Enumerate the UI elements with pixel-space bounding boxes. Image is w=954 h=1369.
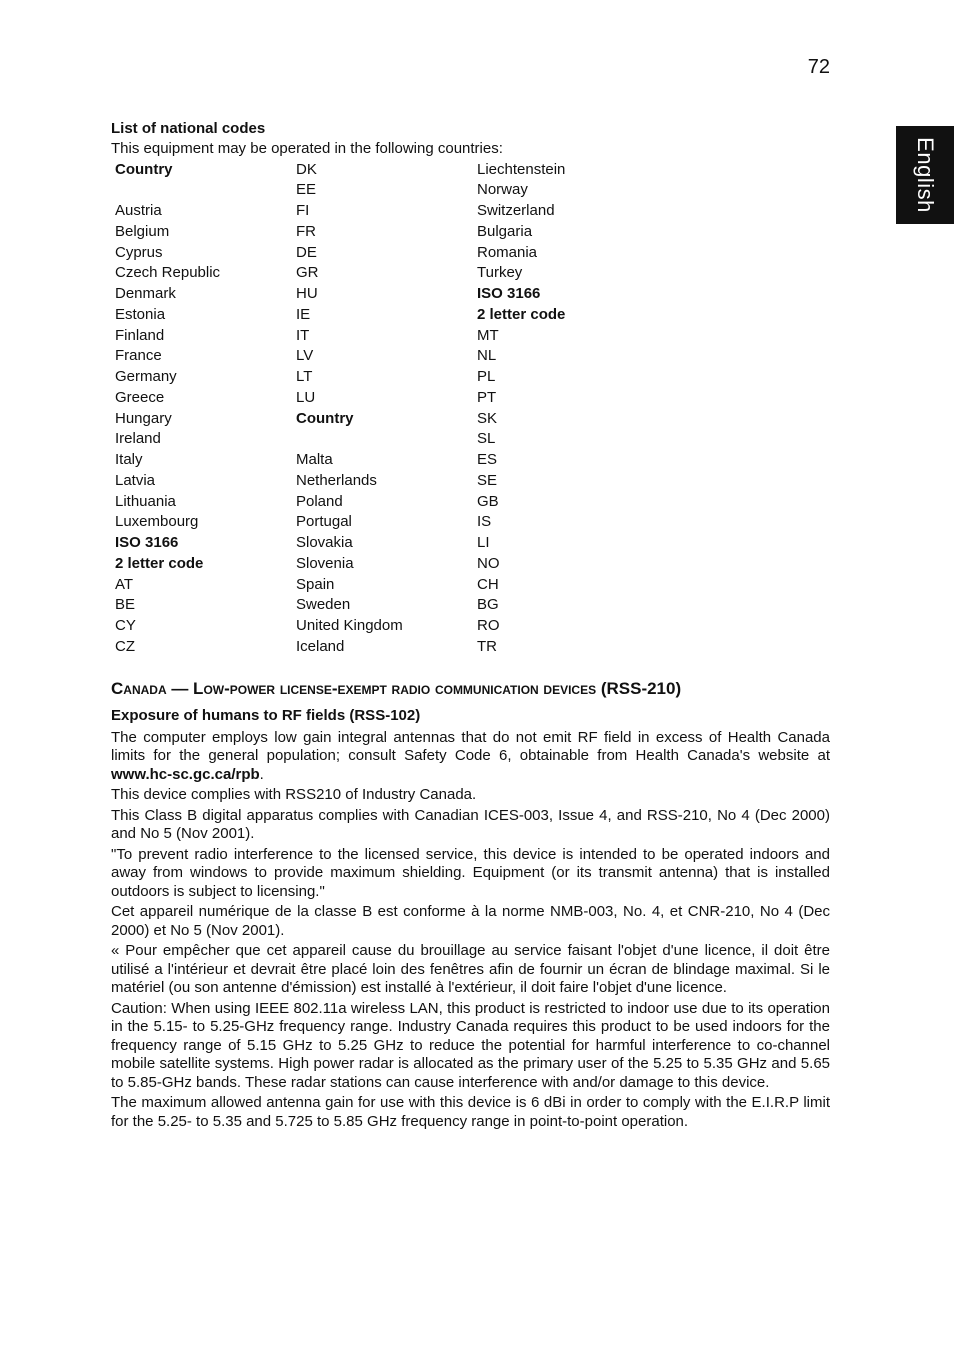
codes-cell: Norway [477,181,528,199]
codes-cell: Estonia [115,305,166,323]
codes-cell: Sweden [296,596,351,614]
codes-cell: PT [477,388,497,406]
paragraph-ices003: This Class B digital apparatus complies with Canadian ICES-003, Issue 4, and RSS-210, No 4 (Dec 2000) and No 5 (Nov 2001). [111,806,830,842]
paragraph-rss210: This device complies with RSS210 of Industry Canada. [111,786,477,803]
codes-cell: IE [296,305,311,323]
codes-cell: RO [477,617,500,634]
codes-cell: 2 letter code [115,554,204,572]
page-number: 72 [807,56,830,78]
codes-cell: TR [477,637,497,655]
codes-cell: Czech Republic [115,264,221,282]
codes-cell: FI [296,202,310,219]
codes-cell: SE [477,471,498,489]
codes-cell: DK [296,160,317,178]
codes-cell: Cyprus [115,243,163,261]
language-tab [896,126,954,224]
codes-cell: Greece [115,388,165,406]
codes-cell: Country [296,409,354,427]
codes-row [111,284,830,305]
codes-cell: LV [296,347,314,365]
codes-row [111,575,830,596]
paragraph-rf-limits-end: . [259,765,264,783]
codes-cell: Turkey [477,264,523,282]
codes-cell: NO [477,554,500,572]
page-content [111,119,830,1133]
national-codes-intro: This equipment may be operated in the following countries: [111,140,503,157]
codes-cell: NL [477,347,497,365]
codes-cell: Malta [296,451,333,468]
codes-row [111,554,830,575]
rf-exposure-heading: Exposure of humans to RF fields (RSS-102) [111,706,421,724]
codes-cell: Latvia [115,471,156,489]
codes-row [111,595,830,616]
codes-cell: Slovenia [296,554,354,572]
codes-cell: SK [477,409,498,427]
codes-row [111,180,830,201]
codes-cell: Lithuania [115,492,176,510]
codes-row [111,616,830,637]
codes-cell: Austria [115,202,162,219]
codes-cell: Hungary [115,409,172,427]
codes-cell: LI [477,534,490,551]
codes-cell: Denmark [115,285,176,302]
paragraph-antenna-gain: The maximum allowed antenna gain for use with this device is 6 dBi in order to comply with the E.I.R.P limit for the 5.25- to 5.35 and 5.725 to 5.85 GHz frequency range in point-to-point operation. [111,1094,830,1130]
codes-cell: Germany [115,368,177,385]
codes-cell: IT [296,326,310,344]
codes-cell: HU [296,285,318,302]
codes-cell: FR [296,222,316,240]
codes-cell: GR [296,264,319,282]
codes-cell: Iceland [296,637,345,655]
codes-cell: MT [477,326,499,344]
codes-row [111,492,830,513]
paragraph-nmb003-fr: Cet appareil numérique de la classe B est conforme à la norme NMB-003, No. 4, et CNR-210, No 4 (Dec 2000) et No 5 (Nov 2001). [111,903,830,939]
codes-row [111,243,830,264]
codes-row [111,305,830,326]
codes-cell: Poland [296,492,343,510]
paragraph-interference-fr: « Pour empêcher que cet appareil cause du brouillage au service faisant l'objet d'une licence, il doit être utilisé a l'intérieur et devrait être placé loin des fenêtres afin de fournir un écran de blindage maximal. Si le matériel (ou son antenne d'émission) est installé à l'extérieur, il doit faire l'objet d'une licence. [111,942,830,996]
codes-cell: GB [477,492,499,510]
codes-row [111,160,830,181]
national-codes-title: List of national codes [111,120,266,137]
codes-row [111,388,830,409]
codes-cell: Luxembourg [115,513,199,531]
codes-row [111,326,830,347]
paragraph-rf-limits-text: The computer employs low gain integral antennas that do not emit RF field in excess of Health Canada limits for the general population; consult Safety Code 6, obtainable from Health Canada's website at [111,728,830,764]
codes-cell: Portugal [296,513,352,531]
codes-cell: Ireland [115,430,161,448]
codes-cell: CY [115,617,136,634]
codes-cell: EE [296,181,317,199]
codes-cell: Switzerland [477,202,555,219]
codes-cell: Country [115,160,173,178]
codes-cell: Belgium [115,222,170,240]
codes-row [111,409,830,430]
national-codes-table [111,160,830,658]
paragraph-caution-80211a: Caution: When using IEEE 802.11a wireless LAN, this product is restricted to indoor use due to its operation in the 5.15- to 5.25-GHz frequency range. Industry Canada requires this product to be used indoors for the frequency range of 5.15 GHz to 5.25 GHz to reduce the potential for harmful interference to co-channel mobile satellite systems. High power radar is allocated as the primary user of the 5.25 to 5.35 GHz and 5.65 to 5.85-GHz bands. These radar stations can cause interference with and/or damage to this device. [111,999,830,1091]
codes-row [111,429,830,450]
codes-cell: Italy [115,451,143,468]
language-tab-label: English [913,137,938,213]
codes-cell: ISO 3166 [477,285,541,302]
paragraph-interference-en: "To prevent radio interference to the licensed service, this device is intended to be operated indoors and away from windows to provide maximum shielding. Equipment (or its transmit antenna) that is installed outdoors is subject to licensing." [111,845,830,900]
codes-cell: CH [477,575,499,593]
codes-cell: BE [115,596,136,614]
codes-cell: Romania [477,243,538,261]
codes-row [111,201,830,222]
codes-row [111,263,830,284]
codes-cell: France [115,347,162,365]
codes-cell: Finland [115,326,165,344]
health-canada-link[interactable]: www.hc-sc.gc.ca/rpb [111,765,260,783]
codes-cell: CZ [115,637,135,655]
codes-cell: LT [296,368,313,385]
canada-heading: Canada — Low-power license-exempt radio communication devices (RSS-210) [111,678,682,698]
codes-cell: Netherlands [296,471,377,489]
codes-cell: LU [296,388,316,406]
paragraph-rf-limits [111,729,830,785]
codes-cell: 2 letter code [477,305,566,323]
codes-cell: DE [296,243,317,261]
codes-cell: Bulgaria [477,222,533,240]
codes-cell: PL [477,368,496,385]
codes-cell: BG [477,596,499,614]
codes-row [111,450,830,471]
codes-cell: Spain [296,575,335,593]
codes-cell: IS [477,513,492,531]
codes-cell: United Kingdom [296,617,403,634]
codes-row [111,222,830,243]
codes-cell: Liechtenstein [477,160,566,178]
codes-row [111,367,830,388]
codes-row [111,471,830,492]
codes-cell: ISO 3166 [115,534,179,551]
codes-cell: SL [477,430,496,448]
codes-cell: Slovakia [296,534,353,551]
codes-row [111,512,830,533]
codes-row [111,533,830,554]
codes-cell: ES [477,451,498,468]
codes-cell: AT [115,575,134,593]
codes-row [111,637,830,658]
codes-row [111,346,830,367]
